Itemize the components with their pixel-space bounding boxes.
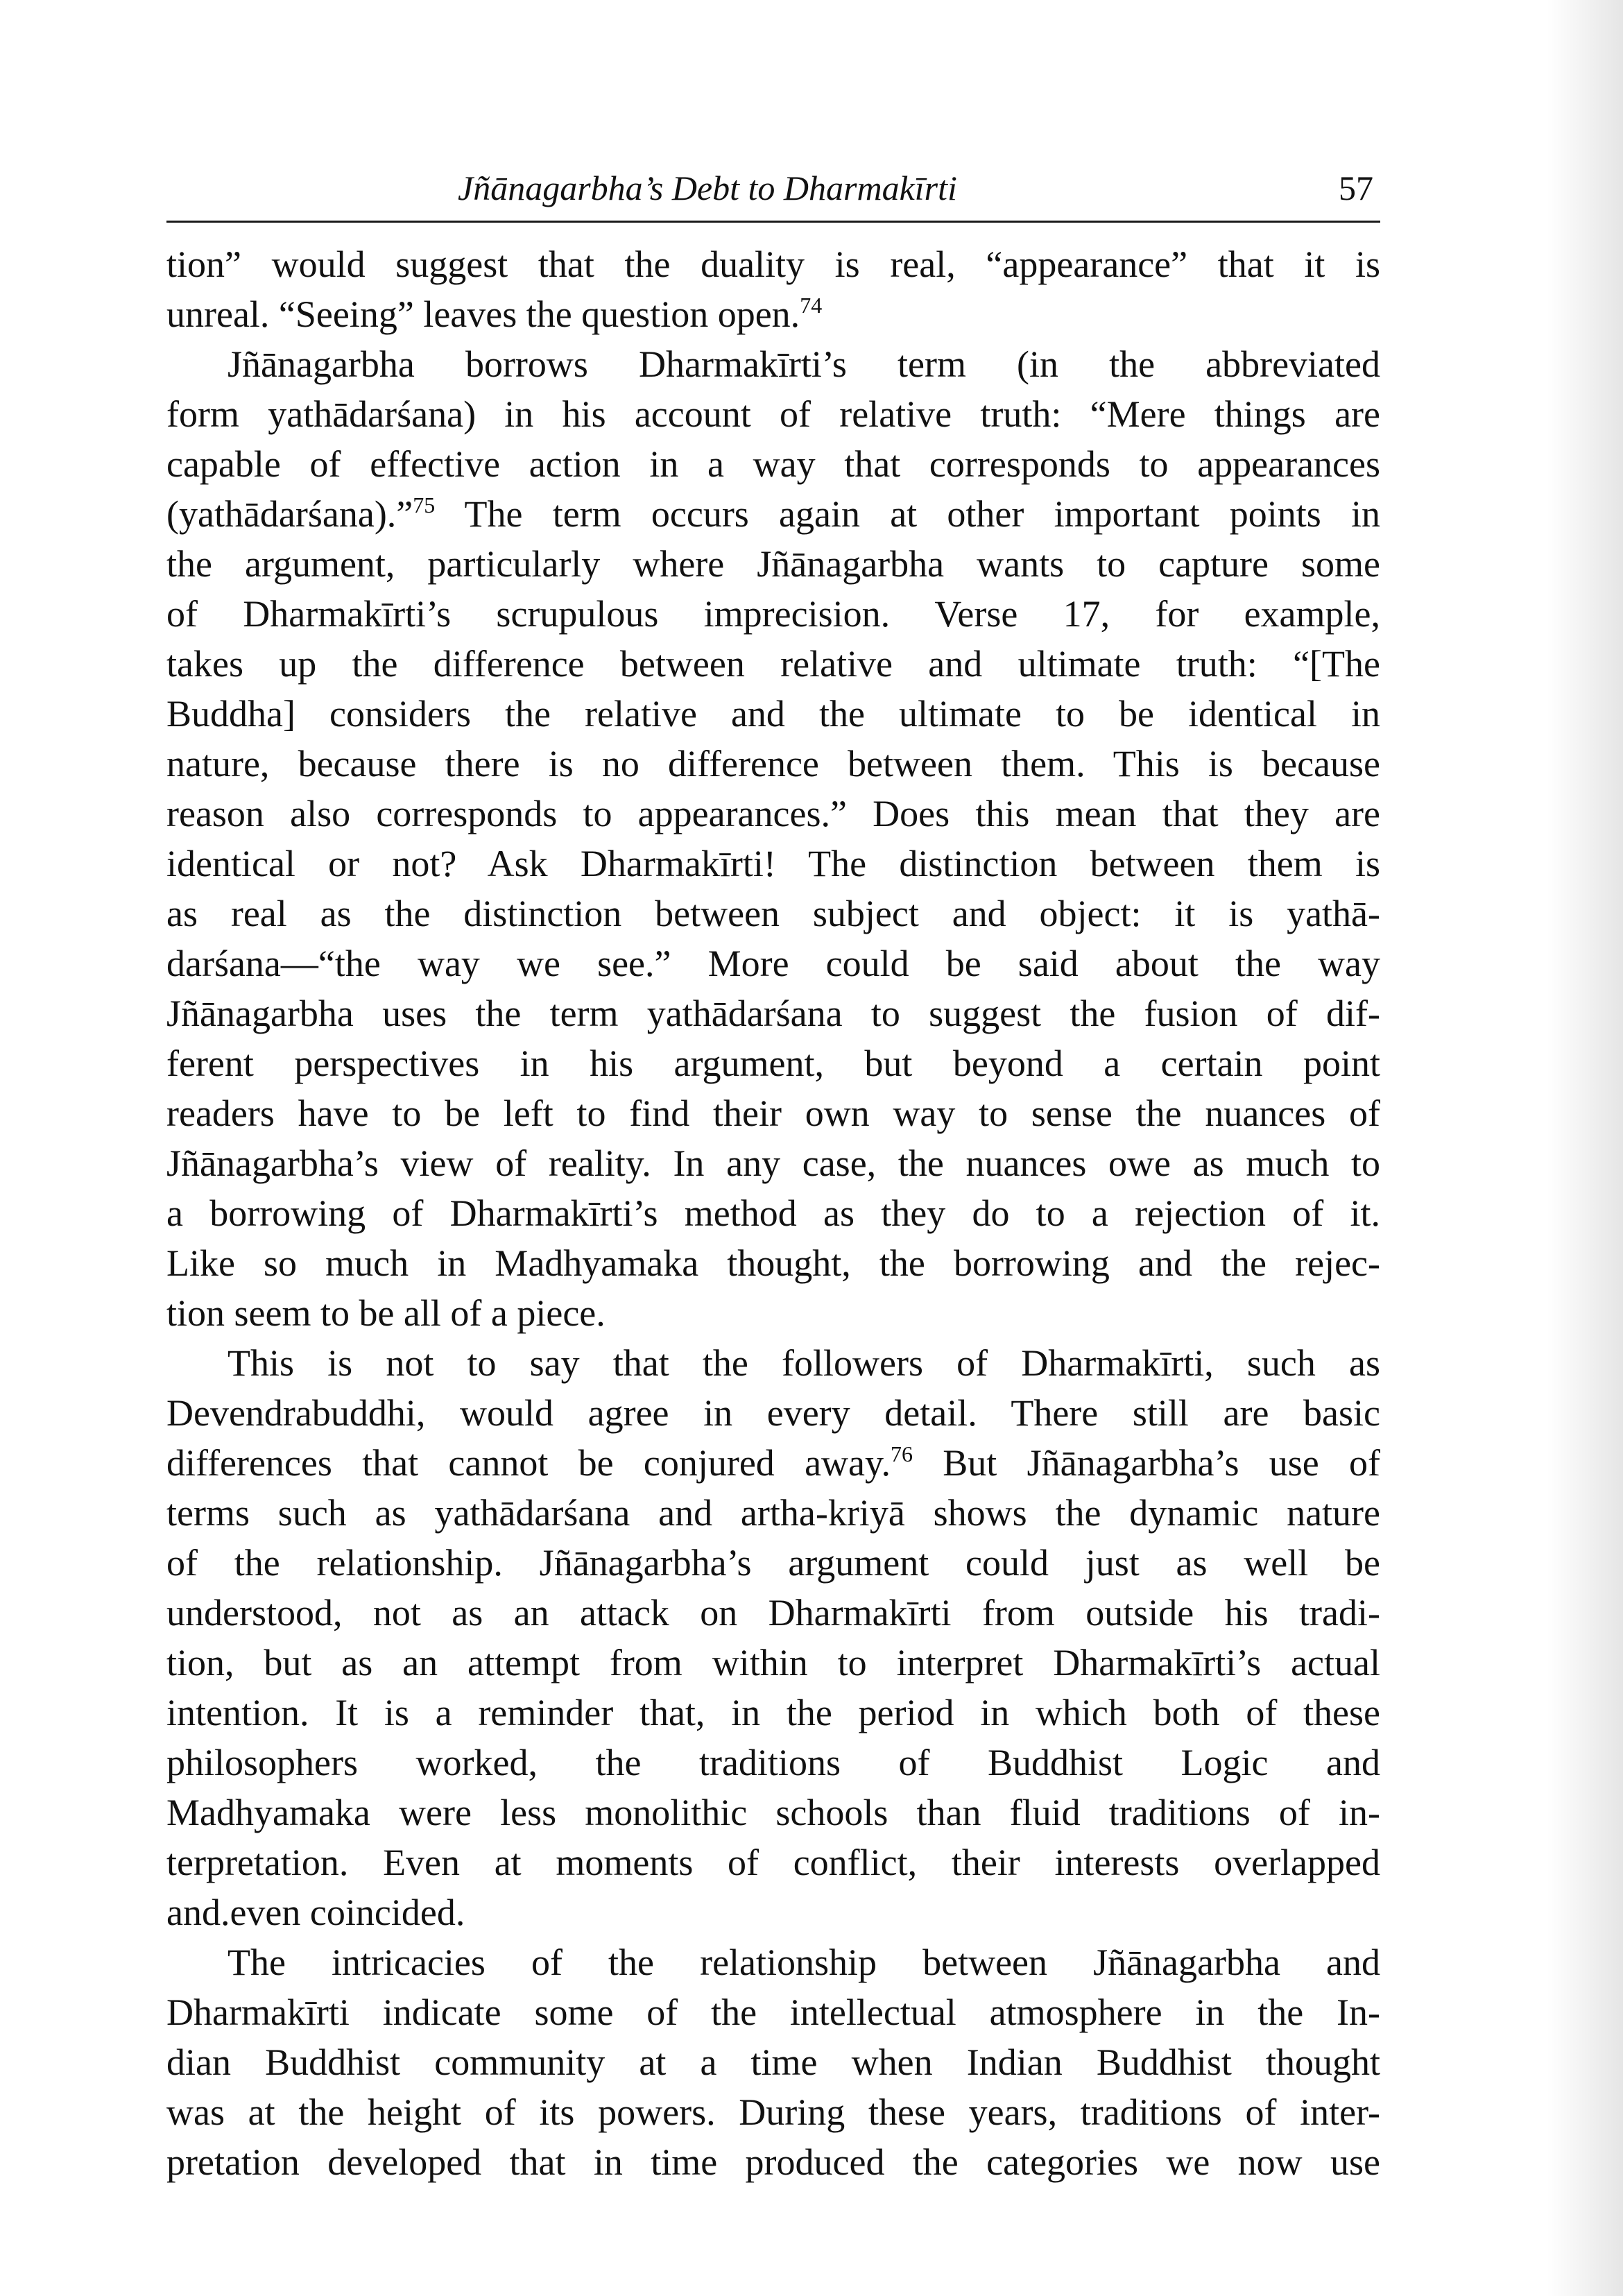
text-line: philosophers worked, the traditions of Buddhist Logic and bbox=[166, 1742, 1380, 1783]
running-title: Jñānagarbha’s Debt to Dharmakīrti bbox=[458, 169, 957, 207]
text-line: terpretation. Even at moments of conflict, their interests overlapped bbox=[166, 1842, 1380, 1883]
text-line: tion” would suggest that the duality is real, “appearance” that it is bbox=[166, 243, 1380, 285]
body-text bbox=[166, 239, 1380, 2187]
text-line: form yathādarśana) in his account of relative truth: “Mere things are bbox=[166, 393, 1380, 435]
text-line: Devendrabuddhi, would agree in every detail. There still are basic bbox=[166, 1392, 1380, 1434]
text-line: understood, not as an attack on Dharmakīrti from outside his tradi- bbox=[166, 1592, 1380, 1634]
text-line: ferent perspectives in his argument, but beyond a certain point bbox=[166, 1043, 1380, 1084]
text-line: terms such as yathādarśana and artha-kriyā shows the dynamic nature bbox=[166, 1492, 1380, 1534]
footnote-ref: 75 bbox=[413, 492, 436, 517]
text-line: (yathādarśana).”$^{75}$ The term occurs again at other important points in bbox=[166, 492, 1380, 535]
text-line: tion seem to be all of a piece. bbox=[166, 1292, 606, 1334]
footnote-ref: 74 bbox=[800, 293, 823, 318]
text-line: was at the height of its powers. During these years, traditions of inter- bbox=[166, 2091, 1380, 2133]
text-line: darśana—“the way we see.” More could be said about the way bbox=[166, 943, 1380, 984]
page-edge-shadow bbox=[1547, 0, 1623, 2296]
text-line: Jñānagarbha’s view of reality. In any case, the nuances owe as much to bbox=[166, 1142, 1380, 1184]
text-line: of Dharmakīrti’s scrupulous imprecision. Verse 17, for example, bbox=[166, 593, 1380, 635]
text-line: takes up the difference between relative and ultimate truth: “[The bbox=[166, 643, 1380, 685]
text-line: This is not to say that the followers of Dharmakīrti, such as bbox=[227, 1342, 1380, 1384]
running-head bbox=[166, 165, 1380, 223]
text-line: nature, because there is no difference between them. This is because bbox=[166, 743, 1380, 785]
text-line: Buddha] considers the relative and the ultimate to be identical in bbox=[166, 693, 1380, 735]
text-line: identical or not? Ask Dharmakīrti! The distinction between them is bbox=[166, 843, 1380, 884]
text-line: intention. It is a reminder that, in the period in which both of these bbox=[166, 1692, 1380, 1733]
text-line: a borrowing of Dharmakīrti’s method as they do to a rejection of it. bbox=[166, 1192, 1380, 1234]
text-line: the argument, particularly where Jñānagarbha wants to capture some bbox=[166, 543, 1380, 585]
text-line: and.even coincided. bbox=[166, 1892, 465, 1933]
text-line: Madhyamaka were less monolithic schools than fluid traditions of in- bbox=[166, 1792, 1380, 1833]
text-line: Like so much in Madhyamaka thought, the borrowing and the rejec- bbox=[166, 1242, 1380, 1284]
text-line: reason also corresponds to appearances.” Does this mean that they are bbox=[166, 793, 1380, 834]
text-line: Jñānagarbha uses the term yathādarśana to suggest the fusion of dif- bbox=[166, 993, 1380, 1034]
text-line: capable of effective action in a way that corresponds to appearances bbox=[166, 443, 1380, 485]
text-line: pretation developed that in time produced the categories we now use bbox=[166, 2141, 1380, 2183]
text-line: Dharmakīrti indicate some of the intellectual atmosphere in the In- bbox=[166, 1991, 1380, 2033]
text-line: tion, but as an attempt from within to interpret Dharmakīrti’s actual bbox=[166, 1642, 1380, 1684]
text-line: The intricacies of the relationship between Jñānagarbha and bbox=[227, 1942, 1380, 1983]
text-line: of the relationship. Jñānagarbha’s argument could just as well be bbox=[166, 1542, 1380, 1584]
text-line: unreal. “Seeing” leaves the question open.$^{74}$ bbox=[166, 293, 823, 335]
text-line: Jñānagarbha borrows Dharmakīrti’s term (in the abbreviated bbox=[227, 343, 1380, 385]
text-line: dian Buddhist community at a time when Indian Buddhist thought bbox=[166, 2041, 1380, 2083]
page-number: 57 bbox=[1339, 169, 1373, 207]
text-line: as real as the distinction between subject and object: it is yathā- bbox=[166, 893, 1380, 934]
footnote-ref: 76 bbox=[891, 1441, 913, 1466]
text-line: readers have to be left to find their own way to sense the nuances of bbox=[166, 1093, 1380, 1134]
text-line: differences that cannot be conjured away.$^{76}$ But Jñānagarbha’s use of bbox=[166, 1441, 1380, 1484]
